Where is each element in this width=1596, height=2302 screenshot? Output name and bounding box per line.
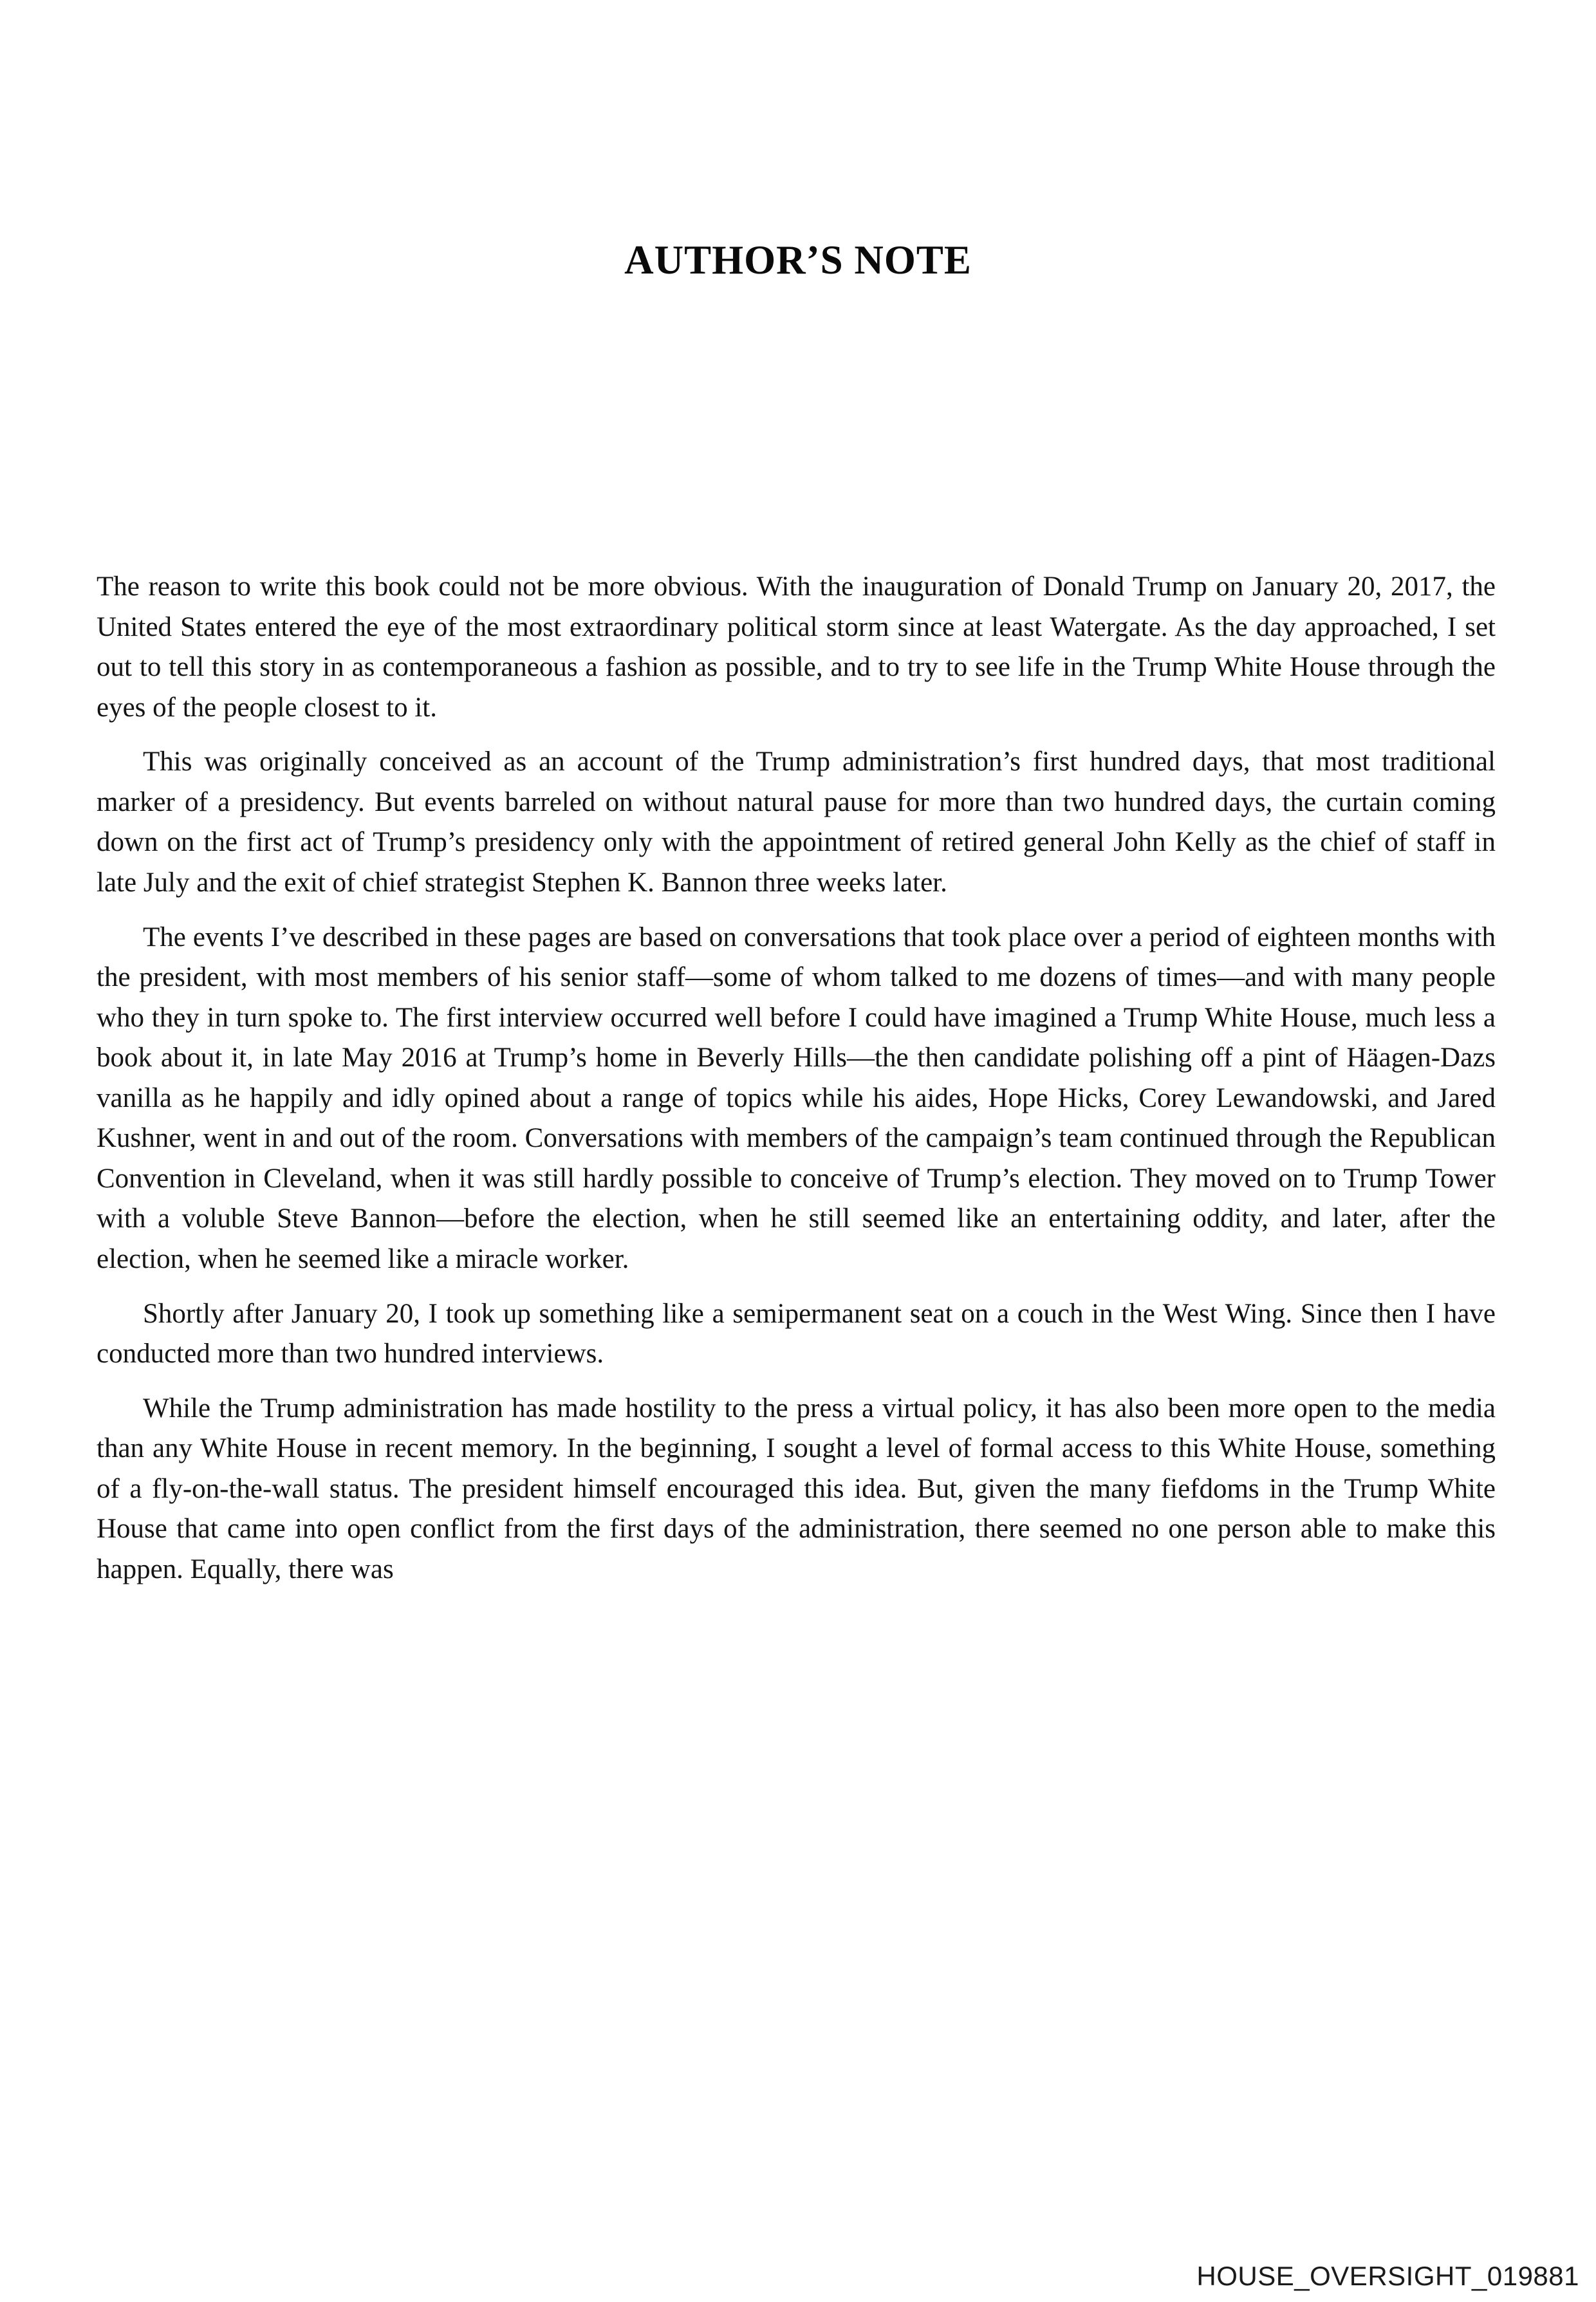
- paragraph-5: While the Trump administration has made hostility to the press a virtual policy, it has also been more open to the media than any White House in recent memory. In the beginning, I sought a level of formal access to this White House, something of a fly-on-the-wall status. The president himself encouraged this idea. But, given the many fiefdoms in the Trump White House that came into open conflict from the first days of the administration, there seemed no one person able to make this happen. Equally, there was: [97, 1393, 1496, 1584]
- paragraph-4: Shortly after January 20, I took up something like a semipermanent seat on a couch in the West Wing. Since then I have conducted more than two hundred interviews.: [97, 1298, 1496, 1369]
- paragraph-2: This was originally conceived as an account of the Trump administration’s first hundred days, that most traditional marker of a presidency. But events barreled on without natural pause for more than two hundred days, the curtain coming down on the first act of Trump’s presidency only with the appointment of retired general John Kelly as the chief of staff in late July and the exit of chief strategist Stephen K. Bannon three weeks later.: [97, 747, 1496, 898]
- bates-stamp: HOUSE_OVERSIGHT_019881: [1196, 2261, 1579, 2291]
- paragraph-1: The reason to write this book could not be more obvious. With the inauguration of Donald Trump on January 20, 2017, the United States entered the eye of the most extraordinary political storm since at least Watergate. As the day approached, I set out to tell this story in as contemporaneous a fashion as possible, and to try to see life in the Trump White House through the eyes of the people closest to it.: [97, 571, 1496, 723]
- page-title: AUTHOR’S NOTE: [624, 237, 972, 283]
- paragraph-3: The events I’ve described in these pages are based on conversations that took place over a period of eighteen months with the president, with most members of his senior staff—some of whom talked to me dozens of times—and with many people who they in turn spoke to. The first interview occurred well before I could have imagined a Trump White House, much less a book about it, in late May 2016 at Trump’s home in Beverly Hills—the then candidate polishing off a pint of Häagen-Dazs vanilla as he happily and idly opined about a range of topics while his aides, Hope Hicks, Corey Lewandowski, and Jared Kushner, went in and out of the room. Conversations with members of the campaign’s team continued through the Republican Convention in Cleveland, when it was still hardly possible to conceive of Trump’s election. They moved on to Trump Tower with a voluble Steve Bannon—before the election, when he still seemed like an entertaining oddity, and later, after the election, when he seemed like a miracle worker.: [97, 922, 1496, 1274]
- body-text: [0, 567, 1596, 1590]
